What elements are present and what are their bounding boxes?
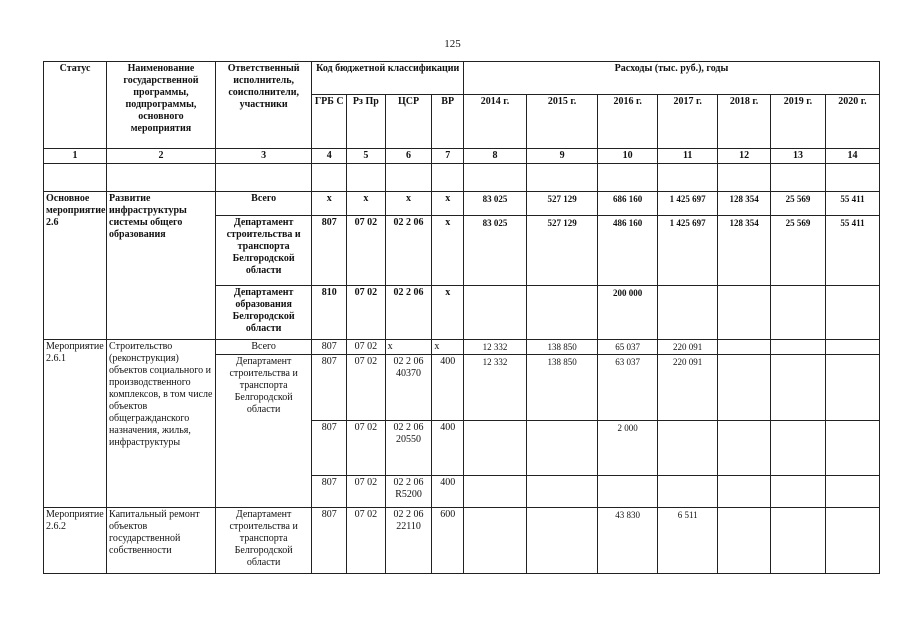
value-cell: 2 000: [598, 421, 658, 476]
vr-cell: 600: [432, 508, 464, 574]
csr-cell: 02 2 06: [385, 286, 432, 340]
empty-row: [44, 164, 880, 192]
vr-cell: х: [432, 216, 464, 286]
table-row: [44, 508, 880, 574]
col-index: 1: [44, 149, 107, 164]
header-expenses: Расходы (тыс. руб.), годы: [463, 62, 879, 95]
value-cell: 12 332: [463, 340, 526, 355]
value-cell: [527, 421, 598, 476]
value-cell: [825, 508, 879, 574]
status-event-261: Мероприятие 2.6.1: [44, 340, 107, 508]
vr-cell: 400: [432, 355, 464, 421]
status-event-262: Мероприятие 2.6.2: [44, 508, 107, 574]
value-cell: [771, 421, 826, 476]
value-cell: [718, 286, 771, 340]
grbs-cell: 807: [312, 216, 347, 286]
value-cell: 486 160: [598, 216, 658, 286]
csr-cell: х: [385, 192, 432, 216]
rzpr-cell: х: [347, 192, 386, 216]
value-cell: 138 850: [527, 340, 598, 355]
value-cell: 55 411: [825, 216, 879, 286]
col-index: 12: [718, 149, 771, 164]
header-name: Наименование государственной программы, подпрограммы, основного мероприятия: [107, 62, 216, 149]
rzpr-cell: 07 02: [347, 355, 386, 421]
header-grbs: ГРБ С: [312, 95, 347, 149]
header-year-2019: 2019 г.: [771, 95, 826, 149]
col-index: 4: [312, 149, 347, 164]
value-cell: 128 354: [718, 216, 771, 286]
value-cell: 220 091: [658, 340, 718, 355]
value-cell: 25 569: [771, 216, 826, 286]
value-cell: [771, 286, 826, 340]
table-row: [44, 192, 880, 216]
value-cell: 83 025: [463, 216, 526, 286]
value-cell: [771, 355, 826, 421]
budget-table: [43, 61, 880, 574]
page-number: 125: [444, 38, 461, 50]
rzpr-cell: 07 02: [347, 216, 386, 286]
value-cell: 63 037: [598, 355, 658, 421]
value-cell: [718, 421, 771, 476]
value-cell: 138 850: [527, 355, 598, 421]
executor-cell: Департамент строительства и транспорта Белгородской области: [215, 355, 312, 508]
col-index: 7: [432, 149, 464, 164]
csr-cell: 02 2 06 40370: [385, 355, 432, 421]
status-main-event: Основное мероприятие 2.6: [44, 192, 107, 340]
header-year-2020: 2020 г.: [825, 95, 879, 149]
header-year-2016: 2016 г.: [598, 95, 658, 149]
value-cell: [718, 340, 771, 355]
value-cell: 43 830: [598, 508, 658, 574]
header-csr: ЦСР: [385, 95, 432, 149]
column-index-row: [44, 149, 880, 164]
csr-cell: х: [385, 340, 432, 355]
header-year-2014: 2014 г.: [463, 95, 526, 149]
name-main-event: Развитие инфраструктуры системы общего образования: [107, 192, 216, 340]
grbs-cell: 807: [312, 421, 347, 476]
value-cell: [527, 508, 598, 574]
executor-cell: Департамент строительства и транспорта Белгородской области: [215, 216, 312, 286]
col-index: 10: [598, 149, 658, 164]
value-cell: 6 511: [658, 508, 718, 574]
csr-cell: 02 2 06 R5200: [385, 476, 432, 508]
col-index: 13: [771, 149, 826, 164]
vr-cell: 400: [432, 476, 464, 508]
value-cell: [598, 476, 658, 508]
value-cell: 1 425 697: [658, 216, 718, 286]
col-index: 9: [527, 149, 598, 164]
value-cell: 25 569: [771, 192, 826, 216]
value-cell: [718, 508, 771, 574]
name-event-261: Строительство (реконструкция) объектов социального и производственного комплексов, в том числе объектов общегражданского назначения, жилья, инфраструктуры: [107, 340, 216, 508]
grbs-cell: х: [312, 192, 347, 216]
value-cell: [463, 421, 526, 476]
rzpr-cell: 07 02: [347, 340, 386, 355]
vr-cell: х: [432, 192, 464, 216]
rzpr-cell: 07 02: [347, 421, 386, 476]
value-cell: [825, 421, 879, 476]
col-index: 14: [825, 149, 879, 164]
header-executor: Ответственный исполнитель, соисполнители, участники: [215, 62, 312, 149]
value-cell: 220 091: [658, 355, 718, 421]
value-cell: [658, 476, 718, 508]
name-event-262: Капитальный ремонт объектов государственной собственности: [107, 508, 216, 574]
value-cell: [771, 340, 826, 355]
vr-cell: х: [432, 340, 464, 355]
value-cell: 83 025: [463, 192, 526, 216]
header-vr: ВР: [432, 95, 464, 149]
value-cell: [658, 286, 718, 340]
header-budget-code: Код бюджетной классификации: [312, 62, 464, 95]
header-year-2018: 2018 г.: [718, 95, 771, 149]
value-cell: 686 160: [598, 192, 658, 216]
grbs-cell: 810: [312, 286, 347, 340]
rzpr-cell: 07 02: [347, 476, 386, 508]
value-cell: [825, 476, 879, 508]
header-status: Статус: [44, 62, 107, 149]
grbs-cell: 807: [312, 355, 347, 421]
csr-cell: 02 2 06 20550: [385, 421, 432, 476]
col-index: 3: [215, 149, 312, 164]
value-cell: 55 411: [825, 192, 879, 216]
value-cell: 128 354: [718, 192, 771, 216]
value-cell: [771, 508, 826, 574]
value-cell: [658, 421, 718, 476]
value-cell: 200 000: [598, 286, 658, 340]
vr-cell: х: [432, 286, 464, 340]
value-cell: 1 425 697: [658, 192, 718, 216]
col-index: 6: [385, 149, 432, 164]
value-cell: [718, 476, 771, 508]
csr-cell: 02 2 06 22110: [385, 508, 432, 574]
header-year-2015: 2015 г.: [527, 95, 598, 149]
col-index: 8: [463, 149, 526, 164]
value-cell: [527, 476, 598, 508]
value-cell: [718, 355, 771, 421]
header-year-2017: 2017 г.: [658, 95, 718, 149]
value-cell: 65 037: [598, 340, 658, 355]
grbs-cell: 807: [312, 476, 347, 508]
value-cell: [463, 508, 526, 574]
grbs-cell: 807: [312, 508, 347, 574]
executor-cell: Департамент строительства и транспорта Белгородской области: [215, 508, 312, 574]
value-cell: [825, 340, 879, 355]
vr-cell: 400: [432, 421, 464, 476]
grbs-cell: 807: [312, 340, 347, 355]
executor-cell: Всего: [215, 340, 312, 355]
executor-cell: Департамент образования Белгородской области: [215, 286, 312, 340]
col-index: 2: [107, 149, 216, 164]
csr-cell: 02 2 06: [385, 216, 432, 286]
value-cell: [825, 286, 879, 340]
value-cell: [463, 476, 526, 508]
value-cell: 527 129: [527, 216, 598, 286]
header-rzpr: Рз Пр: [347, 95, 386, 149]
rzpr-cell: 07 02: [347, 286, 386, 340]
value-cell: 12 332: [463, 355, 526, 421]
rzpr-cell: 07 02: [347, 508, 386, 574]
value-cell: [527, 286, 598, 340]
col-index: 5: [347, 149, 386, 164]
value-cell: [463, 286, 526, 340]
table-row: [44, 340, 880, 355]
executor-cell: Всего: [215, 192, 312, 216]
col-index: 11: [658, 149, 718, 164]
value-cell: [825, 355, 879, 421]
value-cell: [771, 476, 826, 508]
value-cell: 527 129: [527, 192, 598, 216]
